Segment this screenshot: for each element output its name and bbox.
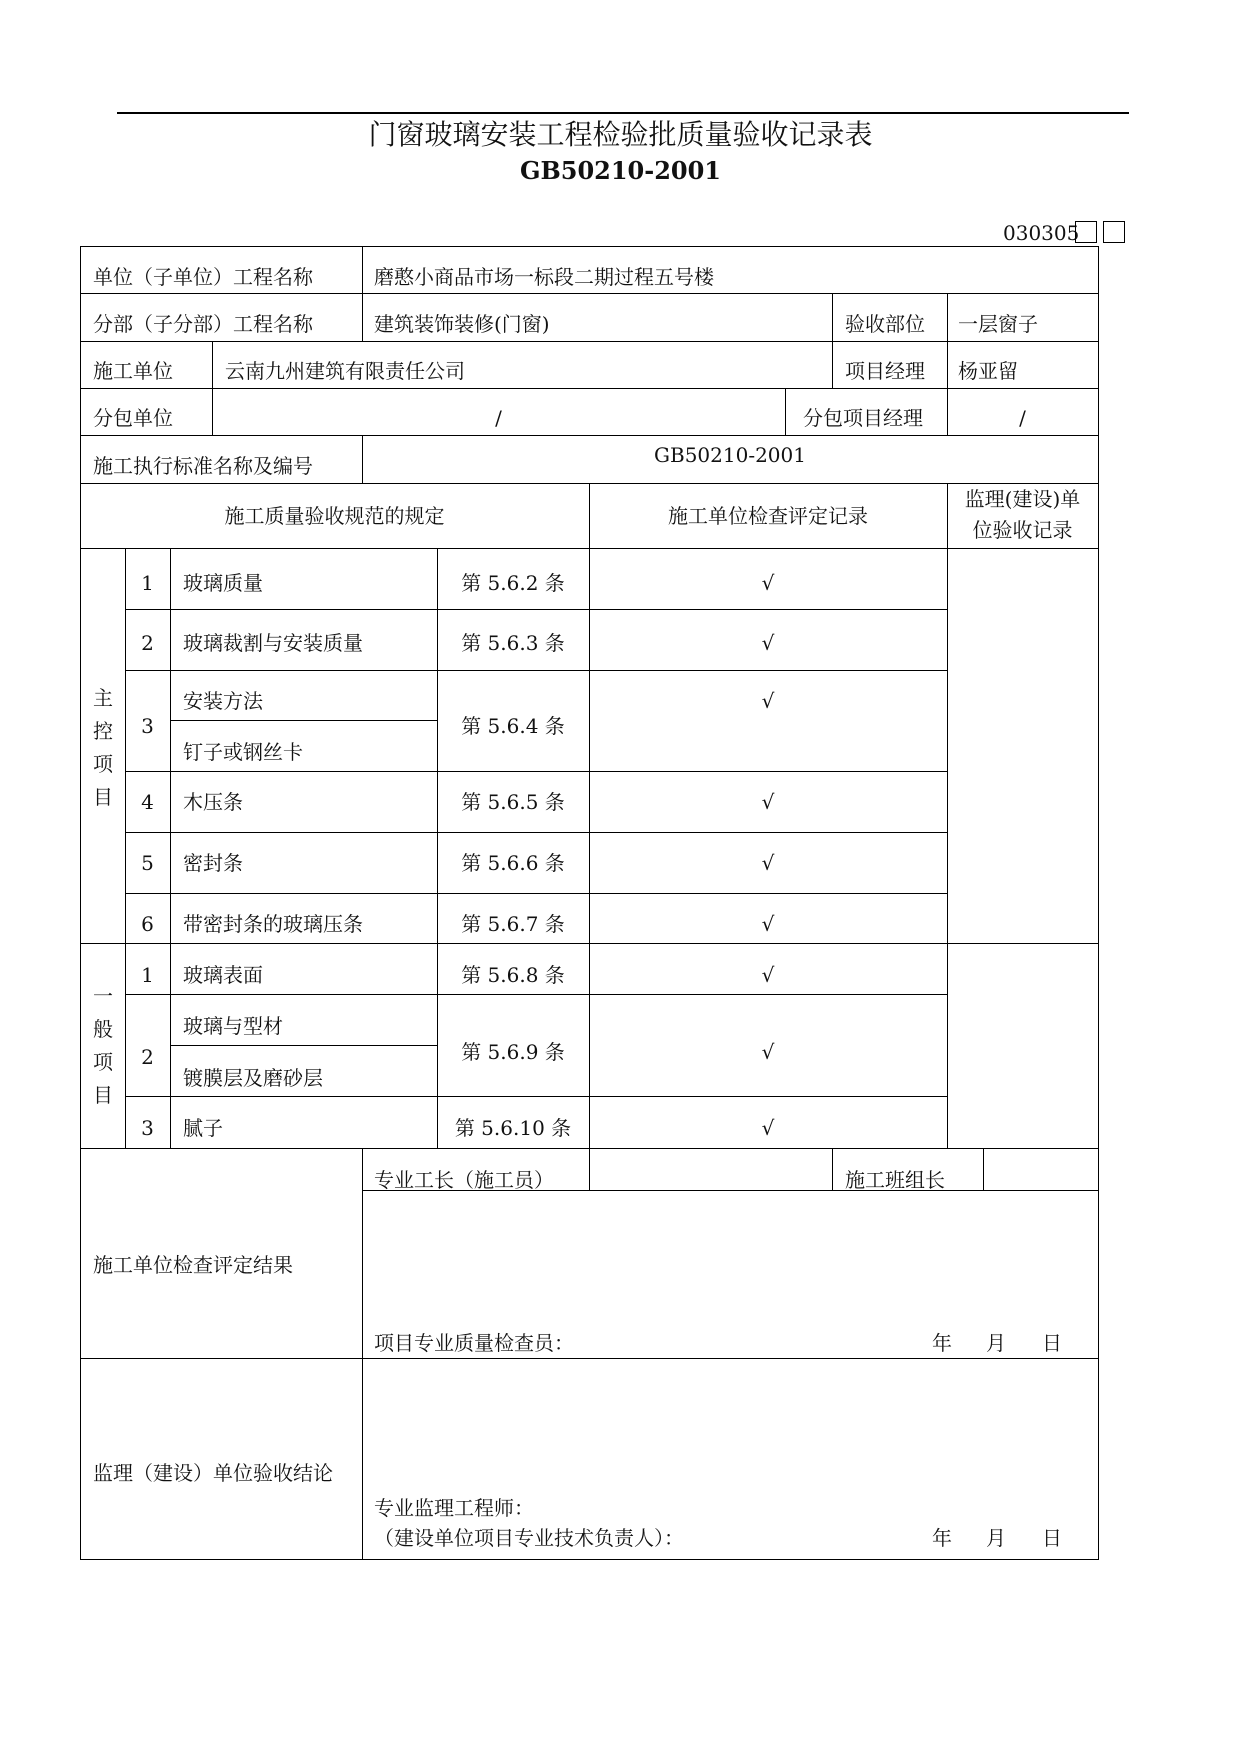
inspect-part-value[interactable]: 一层窗子 — [958, 312, 1038, 336]
contractor-month: 月 — [986, 1331, 1006, 1355]
contractor-value[interactable]: 云南九州建筑有限责任公司 — [225, 359, 465, 383]
inspector-label: 项目专业质量检查员： — [374, 1331, 574, 1355]
code-box-2[interactable] — [1103, 221, 1125, 243]
unit-project-value[interactable]: 磨憨小商品市场一标段二期过程五号楼 — [374, 265, 714, 289]
team-leader-label: 施工班组长 — [845, 1168, 945, 1192]
foreman-signature-field[interactable] — [590, 1149, 832, 1190]
general-items-label: 一般项目 — [93, 984, 113, 1107]
supervisor-result-field[interactable] — [363, 1359, 1098, 1499]
owner-label: （建设单位项目专业技术负责人）： — [374, 1526, 684, 1550]
col-supervisor-record-header-1: 监理(建设)单 — [964, 487, 1081, 511]
engineer-label: 专业监理工程师： — [374, 1496, 534, 1520]
pm-label: 项目经理 — [845, 359, 925, 383]
sub-pm-value[interactable]: / — [1019, 406, 1026, 430]
unit-project-label: 单位（子单位）工程名称 — [93, 265, 313, 289]
col-spec-header: 施工质量验收规范的规定 — [224, 504, 445, 528]
pm-value[interactable]: 杨亚留 — [958, 359, 1018, 383]
sub-project-value[interactable]: 建筑装饰装修(门窗) — [374, 312, 550, 336]
supervisor-day: 日 — [1042, 1526, 1062, 1550]
exec-std-label: 施工执行标准名称及编号 — [93, 454, 313, 478]
sub-project-label: 分部（子分部）工程名称 — [93, 312, 313, 336]
supervisor-year: 年 — [932, 1526, 952, 1550]
standard-code: GB50210-2001 — [519, 156, 722, 185]
contractor-day: 日 — [1042, 1331, 1062, 1355]
inspect-part-label: 验收部位 — [845, 312, 925, 336]
supervisor-month: 月 — [986, 1526, 1006, 1550]
supervisor-result-label: 监理（建设）单位验收结论 — [93, 1461, 333, 1485]
contractor-result-label: 施工单位检查评定结果 — [93, 1253, 293, 1277]
main-items-label: 主控项目 — [93, 686, 113, 809]
contractor-result-field[interactable] — [363, 1191, 1098, 1331]
foreman-label: 专业工长（施工员） — [374, 1168, 554, 1192]
team-leader-signature-field[interactable] — [984, 1149, 1098, 1190]
contractor-label: 施工单位 — [93, 359, 173, 383]
col-contractor-record-header: 施工单位检查评定记录 — [668, 504, 868, 528]
subcontractor-label: 分包单位 — [93, 406, 173, 430]
top-rule — [117, 112, 1129, 114]
exec-std-value[interactable]: GB50210-2001 — [654, 443, 806, 467]
form-code: 030305 — [1003, 221, 1080, 245]
col-supervisor-record-header-2: 位验收记录 — [972, 518, 1073, 542]
contractor-year: 年 — [932, 1331, 952, 1355]
sub-pm-label: 分包项目经理 — [803, 406, 923, 430]
subcontractor-value[interactable]: / — [495, 406, 502, 430]
code-box-1[interactable] — [1075, 221, 1097, 243]
page-title: 门窗玻璃安装工程检验批质量验收记录表 — [368, 118, 873, 151]
